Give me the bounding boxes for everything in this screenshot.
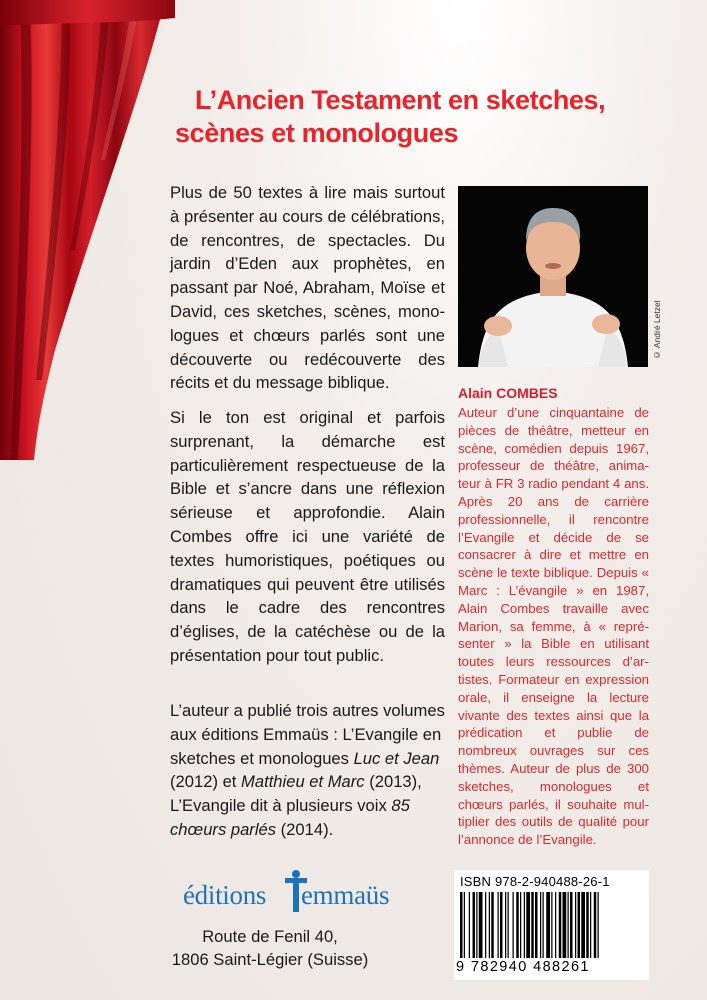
title-line-2: scènes et monologues (175, 118, 459, 148)
volume-title-luc-jean: Luc et Jean (353, 748, 440, 768)
address-line-2: 1806 Saint-Légier (Suisse) (171, 950, 369, 969)
isbn-barcode-box (454, 870, 649, 980)
isbn-label: ISBN 978-2-940488-26-1 (460, 874, 610, 889)
other-volumes-text-3: (2013), L’Evangile dit à plusieurs voix (170, 772, 422, 816)
other-volumes-text-4: (2014). (276, 819, 334, 839)
isbn-digits: 9 782940 488261 (456, 959, 590, 975)
publisher-logo (183, 870, 390, 916)
red-curtain-illustration (0, 0, 175, 460)
logo-text-emmaus: emmaüs (301, 880, 390, 910)
other-volumes-text-2: (2012) et (170, 772, 242, 792)
barcode-icon (460, 892, 644, 958)
logo-text-editions: éditions (183, 880, 267, 910)
description-paragraph-1: Plus de 50 textes à lire mais surtout à présenter au cours de célébrations, de rencontres, de spectacles. Du jardin d’Eden aux prophètes, en passant par Noé, Abraham, Moïse et David, ces sketches, scènes, monologues et chœurs parlés sont une découverte ou redécouverte des récits et du message biblique. (170, 183, 445, 393)
author-photo-illustration (458, 186, 648, 367)
author-photo (458, 186, 648, 367)
address-line-1: Route de Fenil 40, (202, 927, 338, 946)
other-volumes-paragraph (170, 699, 445, 842)
description-paragraph-2: Si le ton est original et parfois surprenant, la démarche est particulièrement respectueuse de la Bible et s’ancre dans une réflexion sérieuse et approfondie. Alain Combes offre ici une variété de textes humoristiques, poétiques ou dramatiques qui peuvent être utilisés dans le cadre des rencontres d’églises, de la catéchèse ou de la présentation pour tout public. (170, 408, 445, 665)
volume-title-choeurs: 85 chœurs parlés (170, 796, 410, 839)
other-volumes-text-1: L’auteur a publié trois autres volumes aux éditions Emmaüs : L’Evangile en sketches et monologues (170, 701, 445, 768)
photo-credit: © André Letzel (652, 300, 662, 360)
title-line-1: L’Ancien Testament en sketches, (195, 85, 606, 115)
book-title (175, 84, 695, 150)
volume-title-matthieu-marc: Matthieu et Marc (241, 772, 365, 792)
author-bio: Auteur d’une cinquantaine de pièces de théâtre, metteur en scène, comédien depuis 1967, professeur de théâtre, animateur à FR 3 radio pendant 4 ans. Après 20 ans de carrière professionnelle, il rencontre l’Evangile et décide de se consacrer à dire et mettre en scène le texte biblique. Depuis « Marc : L’évangile » en 1987, Alain Combes travaille avec Marion, sa femme, à « représenter » la Bible en utilisant toutes leurs ressources d’artistes. Formateur en expression orale, il enseigne la lecture vivante des textes ainsi que la prédication et publie de nombreux ouvrages sur ces thèmes. Auteur de plus de 300 sketches, monologues et chœurs parlés, il souhaite multiplier des outils de qualité pour l’annonce de l’Evangile. (458, 405, 649, 848)
author-name: Alain COMBES (458, 385, 558, 401)
publisher-address (150, 925, 390, 971)
